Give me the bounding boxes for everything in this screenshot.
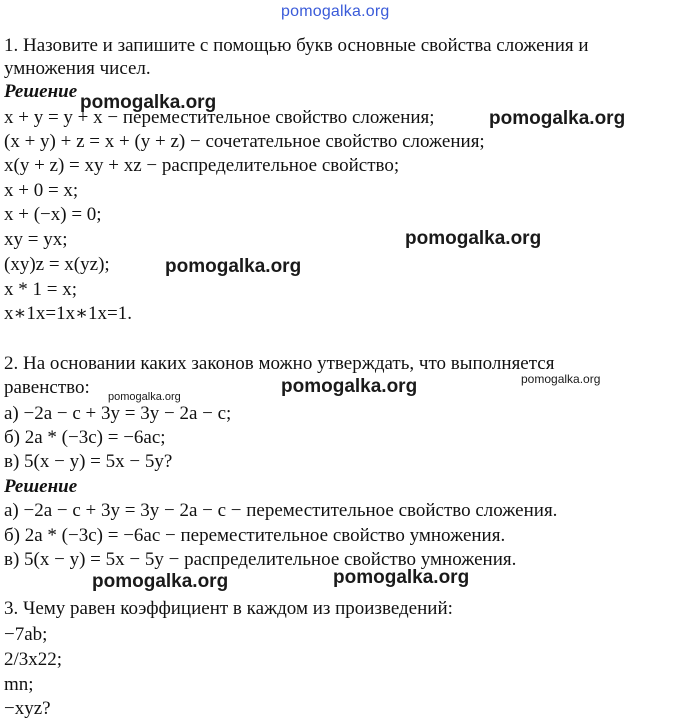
q2-answer: в) 5(x − y) = 5x − 5y − распределительное свойство умножения. [4,549,517,570]
q1-solution-heading: Решение [4,81,78,102]
watermark: pomogalka.org [405,228,542,249]
q3-item: −7ab; [4,624,48,645]
watermark: pomogalka.org [80,92,217,113]
q1-solution-line: x * 1 = x; [4,279,77,300]
q3-item: −xyz? [4,698,51,719]
q1-question-line-2: умножения чисел. [4,58,151,79]
watermark: pomogalka.org [489,108,626,129]
q1-solution-line: x + (−x) = 0; [4,204,102,225]
q2-item: б) 2a * (−3c) = −6ac; [4,427,166,448]
watermark: pomogalka.org [333,567,470,588]
watermark: pomogalka.org [165,256,302,277]
site-header-link[interactable]: pomogalka.org [281,3,390,20]
q1-solution-line: x∗1x=1x∗1x=1. [4,303,133,324]
q2-solution-heading: Решение [4,476,78,497]
q3-item: mn; [4,674,34,695]
q1-solution-line: (xy)z = x(yz); [4,254,110,275]
q1-solution-line: (x + y) + z = x + (y + z) − сочетательное свойство сложения; [4,131,485,152]
q2-item: а) −2a − c + 3y = 3y − 2a − c; [4,403,232,424]
watermark: pomogalka.org [521,372,601,386]
q3-item: 2/3x22; [4,649,63,670]
q2-answer: а) −2a − c + 3y = 3y − 2a − c − переместительное свойство сложения. [4,500,558,521]
watermark: pomogalka.org [281,376,418,397]
q3-question-line-1: 3. Чему равен коэффициент в каждом из произведений: [4,598,453,619]
q1-question-line-1: 1. Назовите и запишите с помощью букв основные свойства сложения и [4,35,589,56]
q1-solution-line: x + y = y + x − переместительное свойство сложения; [4,107,435,128]
q1-solution-line: xy = yx; [4,229,68,250]
watermark: pomogalka.org [108,391,181,403]
watermark: pomogalka.org [92,571,229,592]
q2-answer: б) 2a * (−3c) = −6ac − переместительное свойство умножения. [4,525,506,546]
q2-question-line-2: равенство: [4,377,90,398]
q1-solution-line: x + 0 = x; [4,180,79,201]
q1-solution-line: x(y + z) = xy + xz − распределительное свойство; [4,155,400,176]
q2-item: в) 5(x − y) = 5x − 5y? [4,451,173,472]
q2-question-line-1: 2. На основании каких законов можно утверждать, что выполняется [4,353,555,374]
